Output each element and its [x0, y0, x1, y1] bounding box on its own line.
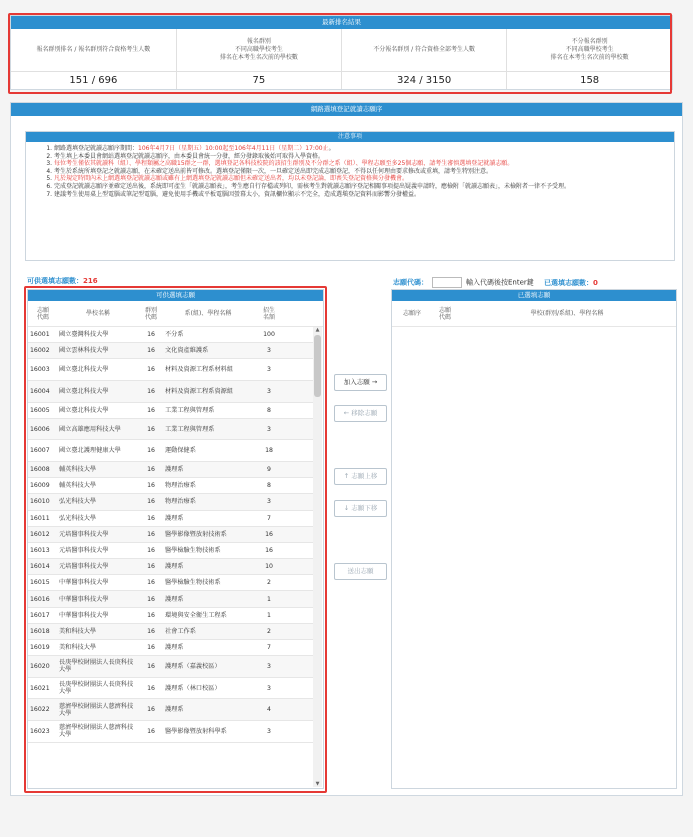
results-val-0: 151 / 696 — [11, 71, 176, 89]
selected-list-header: 志願序 志願 代碼 學校(群別/系組)、學程名稱 — [392, 301, 676, 327]
move-down-button[interactable]: ↓ 志願下移 — [334, 500, 387, 517]
available-row[interactable]: 16021 長庚學校財團法人長庚科技大學 16 護理系（林口校區） 3 — [28, 678, 314, 700]
available-row[interactable]: 16022 慈濟學校財團法人慈濟科技大學 16 護理系 4 — [28, 699, 314, 721]
results-col-0: 報名群別排名 / 報名群別符合資格考生人數 — [11, 29, 176, 71]
main-panel — [10, 102, 683, 796]
notice-box — [25, 131, 675, 261]
results-table — [11, 29, 672, 89]
available-row[interactable]: 16003 國立臺北科技大學 16 材料及資源工程系材料組 3 — [28, 359, 314, 381]
results-val-1: 75 — [176, 71, 341, 89]
selected-count: 已選填志願數：0 — [544, 278, 598, 287]
available-row[interactable]: 16004 國立臺北科技大學 16 材料及資源工程系資源組 3 — [28, 381, 314, 403]
available-row[interactable]: 16006 國立高雄應用科技大學 16 工業工程與管理系 3 — [28, 419, 314, 441]
submit-choices-button[interactable]: 送出志願 — [334, 563, 387, 580]
available-row[interactable]: 16008 輔英科技大學 16 護理系 9 — [28, 462, 314, 478]
available-row[interactable]: 16012 元培醫事科技大學 16 醫學影像暨放射技術系 16 — [28, 527, 314, 543]
results-val-2: 324 / 3150 — [342, 71, 507, 89]
code-label: 志願代碼： — [393, 278, 428, 287]
available-row[interactable]: 16019 美和科技大學 16 護理系 7 — [28, 640, 314, 656]
available-title: 可供選填志願 — [28, 290, 323, 301]
available-list[interactable] — [27, 289, 324, 789]
notice-title: 注意事項 — [26, 132, 674, 142]
available-count: 可供選填志願數：216 — [27, 277, 98, 285]
available-row[interactable]: 16014 元培醫事科技大學 16 護理系 10 — [28, 559, 314, 575]
notice-item: 7. 建議考生使用桌上型電腦或筆記型電腦，避免使用手機或平板電腦因螢幕太小，資訊欄位顯示不完全，造成選塡登記資料而影響分發權益。 — [54, 191, 666, 198]
available-row[interactable]: 16020 長庚學校財團法人長庚科技大學 16 護理系（嘉義校區） 3 — [28, 656, 314, 678]
results-col-3: 不分報名群別 不同高職學校考生 排名在本考生名次前的學校數 — [550, 37, 629, 61]
available-rows — [28, 327, 314, 743]
results-panel — [10, 15, 673, 90]
results-title: 最新排名結果 — [11, 16, 672, 29]
notice-item: 3. 每位考生僅依其就讀科（組）、學程類屬之高職15群之一群，選填登記各科技校院的該招生群別及不分群之系（組）、學程志願至多25個志願，請考生審慎選填登記就讀志願。 — [54, 160, 666, 167]
selected-title: 已選填志願 — [392, 290, 676, 301]
code-hint: 輸入代碼後按Enter鍵 — [466, 278, 534, 287]
notice-item: 5. 凡於規定時間內未上網選填登記就讀志願或雖有上網選填登記就讀志願但未確定送出者，均以未登記論，即喪失登記資格與分發機會。 — [54, 175, 666, 182]
available-row[interactable]: 16016 中華醫事科技大學 16 護理系 1 — [28, 591, 314, 607]
move-up-button[interactable]: ↑ 志願上移 — [334, 468, 387, 485]
notice-item: 4. 考生於系統所填登記之就讀志願，在未確定送出前皆可修改。選填登記僅限一次，一旦確定送出即完成志願登記，不得以任何理由要求修改或重填，請考生特別注意。 — [54, 168, 666, 175]
available-list-header: 志願 代碼 學校名稱 群別 代碼 系(組)、學程名稱 招生 名額 — [28, 301, 323, 327]
scroll-down-icon[interactable]: ▼ — [315, 781, 320, 787]
results-col-2: 不分報名群別 / 符合資格全部考生人數 — [342, 29, 507, 71]
available-row[interactable]: 16018 美和科技大學 16 社會工作系 2 — [28, 624, 314, 640]
main-title: 網路選填登記就讀志願序 — [11, 103, 682, 116]
notice-item: 6. 完成登記就讀志願序並確定送出後，系統即可產生「就讀志願表」，考生應自行存檔或列印，需核考生對就讀志願序登記相關事項提出疑義申請時，應檢附「就讀志願表」，未檢附者一律不予受理。 — [54, 183, 666, 190]
available-row[interactable]: 16011 弘光科技大學 16 護理系 7 — [28, 511, 314, 527]
available-row[interactable]: 16013 元培醫事科技大學 16 醫學檢驗生物技術系 16 — [28, 543, 314, 559]
add-choice-button[interactable]: 加入志願 → — [334, 374, 387, 391]
notice-item: 2. 考生填上本委員會網站選填登記就讀志願序，由本委員會統一分發，經分發錄取後始可取得入學資格。 — [54, 153, 666, 160]
available-row[interactable]: 16007 國立臺北護理健康大學 16 運動保健系 18 — [28, 440, 314, 462]
available-row[interactable]: 16001 國立臺灣科技大學 16 不分系 100 — [28, 327, 314, 343]
notice-item: 1. 網路選填登記就讀志願序期間：106年4月7日（星期五）10:00起至106年4月11日（星期二）17:00止。 — [54, 145, 666, 152]
available-row[interactable]: 16015 中華醫事科技大學 16 醫學檢驗生物技術系 2 — [28, 575, 314, 591]
remove-choice-button[interactable]: ← 移除志願 — [334, 405, 387, 422]
available-row[interactable]: 16005 國立臺北科技大學 16 工業工程與管理系 8 — [28, 403, 314, 419]
available-row[interactable]: 16023 慈濟學校財團法人慈濟科技大學 16 醫學影像暨放射科學系 3 — [28, 721, 314, 743]
available-scrollbar[interactable] — [313, 327, 322, 787]
code-input[interactable] — [432, 277, 462, 288]
available-row[interactable]: 16002 國立雲林科技大學 16 文化資產維護系 3 — [28, 343, 314, 359]
results-col-1: 報名群別 不同高職學校考生 排名在本考生名次前的學校數 — [176, 29, 341, 71]
notice-list — [26, 142, 674, 198]
available-row[interactable]: 16010 弘光科技大學 16 物理治療系 3 — [28, 494, 314, 510]
scrollbar-thumb[interactable] — [314, 335, 321, 397]
available-row[interactable]: 16017 中華醫事科技大學 16 環境與安全衛生工程系 1 — [28, 608, 314, 624]
code-entry — [393, 277, 598, 288]
selected-list[interactable] — [391, 289, 677, 789]
available-row[interactable]: 16009 輔英科技大學 16 物理治療系 8 — [28, 478, 314, 494]
results-val-3: 158 — [507, 71, 672, 89]
scroll-up-icon[interactable]: ▲ — [315, 327, 320, 333]
